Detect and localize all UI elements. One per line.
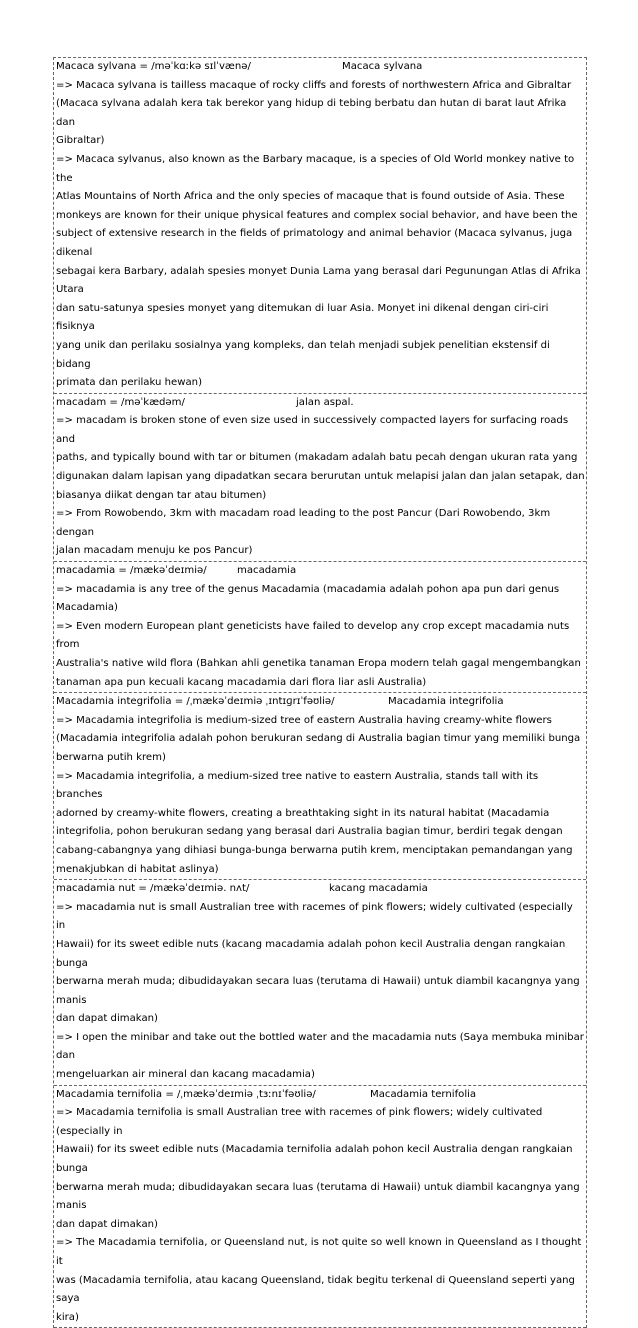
entry-line: primata dan perilaku hewan) (56, 377, 203, 389)
entry-macadamia-integrifolia (54, 693, 586, 880)
entry-line: Hawaii) for its sweet edible nuts (kacang macadamia adalah pohon kecil Australia dengan rangkaian bunga (56, 938, 566, 969)
entry-macaca-sylvana (54, 58, 586, 394)
entry-macadamia-nut (54, 880, 586, 1086)
entry-line: Atlas Mountains of North Africa and the only species of macaque that is found outside of Asia. These (56, 191, 565, 203)
entry-line: yang unik dan perilaku sosialnya yang kompleks, dan telah menjadi subjek penelitian ekstensif di bidang (56, 339, 550, 370)
entry-line: (Macadamia integrifolia adalah pohon berukuran sedang di Australia bagian timur yang memiliki bunga (56, 733, 581, 745)
entry-heading (56, 58, 585, 77)
entry-translation: Macadamia integrifolia (388, 696, 504, 708)
entry-line: biasanya diikat dengan tar atau bitumen) (56, 489, 267, 501)
entry-line: berwarna merah muda; dibudidayakan secara luas (terutama di Hawaii) untuk diambil kacangnya yang manis (56, 1181, 580, 1212)
entry-line: subject of extensive research in the fields of primatology and animal behavior (Macaca sylvanus, juga dikenal (56, 228, 573, 258)
entry-macadamia-ternifolia (54, 1086, 586, 1328)
entry-line: integrifolia, pohon berukuran sedang yang berasal dari Australia bagian timur, berdiri tegak dengan (56, 826, 563, 838)
entry-line: => From Rowobendo, 3km with macadam road leading to the post Pancur (Dari Rowobendo, 3km dengan (56, 508, 551, 538)
entry-line: => Even modern European plant geneticists have failed to develop any crop except macadamia nuts from (56, 620, 570, 651)
entry-line: => macadam is broken stone of even size used in successively compacted layers for surfacing roads and (56, 415, 569, 445)
entry-translation: macadamia (237, 565, 297, 577)
entry-line: (Macaca sylvana adalah kera tak berekor yang hidup di tebing berbatu dan hutan di barat laut Afrika dan (56, 98, 567, 128)
entry-line: paths, and typically bound with tar or bitumen (makadam adalah batu pecah dengan ukuran rata yang (56, 452, 578, 464)
entry-line: => Macadamia integrifolia, a medium-sized tree native to eastern Australia, stands tall with its branches (56, 770, 539, 801)
entry-translation: jalan aspal. (296, 396, 354, 408)
entry-line: berwarna merah muda; dibudidayakan secara luas (terutama di Hawaii) untuk diambil kacangnya yang manis (56, 976, 580, 1006)
entry-macadamia (54, 562, 586, 693)
entry-line: Macadamia) (56, 602, 118, 614)
entry-term: macadamia nut = /mækəˈdeɪmiə. nʌt/ (56, 883, 250, 895)
entry-line: Gibraltar) (56, 135, 105, 147)
entry-term: Macadamia integrifolia = /ˌmækəˈdeɪmiə ˌɪntɪɡrɪˈfəʊliə/ (56, 696, 335, 708)
entry-line: => The Macadamia ternifolia, or Queensland nut, is not quite so well known in Queensland as I thought it (56, 1237, 582, 1267)
entry-line: => Macadamia integrifolia is medium-sized tree of eastern Australia having creamy-white flowers (56, 714, 552, 726)
entry-term: macadam = /məˈkædəm/ (56, 396, 185, 408)
entry-line: mengeluarkan air mineral dan kacang macadamia) (56, 1069, 315, 1081)
entry-translation: Macadamia ternifolia (370, 1088, 477, 1100)
entry-line: => macadamia is any tree of the genus Macadamia (macadamia adalah pohon apa pun dari genus (56, 583, 560, 595)
entry-heading (56, 562, 585, 581)
entry-line: dan satu-satunya spesies monyet yang ditemukan di luar Asia. Monyet ini dikenal dengan ciri-ciri fisiknya (56, 302, 549, 333)
dictionary-page (53, 57, 587, 1328)
entry-line: cabang-cabangnya yang dihiasi bunga-bunga berwarna putih krem, menciptakan pemandangan yang (56, 844, 573, 856)
entry-line: was (Macadamia ternifolia, atau kacang Queensland, tidak begitu terkenal di Queensland seperti yang saya (56, 1274, 575, 1305)
entry-line: => Macaca sylvanus, also known as the Barbary macaque, is a species of Old World monkey native to the (56, 153, 575, 184)
entry-line: => I open the minibar and take out the bottled water and the macadamia nuts (Saya membuka minibar dan (56, 1031, 584, 1062)
entry-heading (56, 1086, 585, 1105)
entry-line: Hawaii) for its sweet edible nuts (Macadamia ternifolia adalah pohon kecil Australia dengan rangkaian bunga (56, 1144, 573, 1175)
entry-line: berwarna putih krem) (56, 751, 166, 763)
entry-heading (56, 880, 585, 899)
entry-line: => macadamia nut is small Australian tree with racemes of pink flowers; widely cultivated (especially in (56, 901, 573, 932)
entry-line: => Macaca sylvana is tailless macaque of rocky cliffs and forests of northwestern Africa and Gibraltar (56, 79, 572, 91)
entry-line: tanaman apa pun kecuali kacang macadamia dari flora liar asli Australia) (56, 676, 427, 688)
entry-translation: Macaca sylvana (342, 61, 423, 72)
entry-term: Macadamia ternifolia = /ˌmækəˈdeɪmiə ˌtɜːnɪˈfəʊliə/ (56, 1088, 316, 1100)
entry-line: adorned by creamy-white flowers, creating a breathtaking sight in its natural habitat (Macadamia (56, 807, 550, 819)
entry-line: dan dapat dimakan) (56, 1218, 158, 1230)
entry-heading (56, 394, 585, 413)
entry-translation: kacang macadamia (329, 883, 428, 895)
entry-line: jalan macadam menuju ke pos Pancur) (56, 545, 253, 557)
entry-heading (56, 693, 585, 712)
entry-term: macadamia = /mækəˈdeɪmiə/ (56, 565, 207, 577)
entry-line: menakjubkan di habitat aslinya) (56, 863, 219, 875)
entry-line: => Macadamia ternifolia is small Australian tree with racemes of pink flowers; widely cultivated (especially in (56, 1107, 543, 1137)
entry-macadam (54, 394, 586, 562)
entry-line: digunakan dalam lapisan yang dipadatkan secara berurutan untuk melapisi jalan dan jalan setapak, dan (56, 471, 585, 483)
entry-line: Australia's native wild flora (Bahkan ahli genetika tanaman Eropa modern telah gagal mengembangkan (56, 658, 581, 669)
entry-term: Macaca sylvana = /məˈkɑːkə sɪlˈvænə/ (56, 61, 251, 72)
entry-line: sebagai kera Barbary, adalah spesies monyet Dunia Lama yang berasal dari Pegunungan Atlas di Afrika Utara (56, 265, 581, 296)
entry-line: dan dapat dimakan) (56, 1013, 158, 1025)
entry-line: kira) (56, 1311, 79, 1323)
entry-line: monkeys are known for their unique physical features and complex social behavior, and have been the (56, 209, 578, 221)
